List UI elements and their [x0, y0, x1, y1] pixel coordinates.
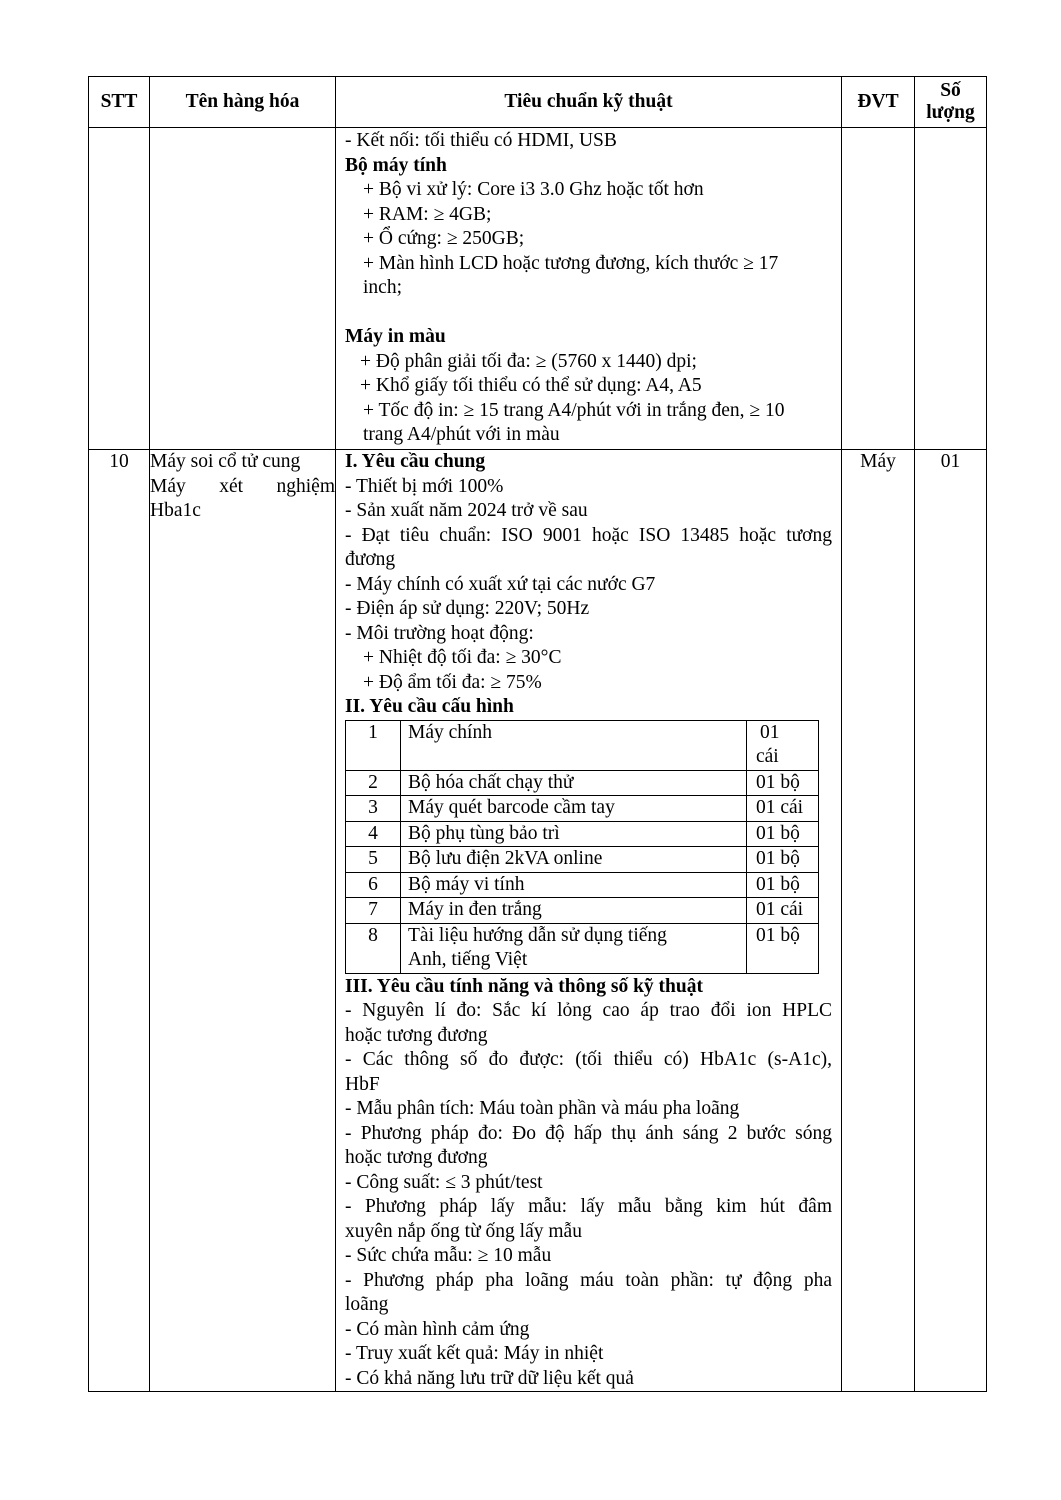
- section-title: I. Yêu cầu chung: [345, 451, 486, 472]
- config-no: 2: [346, 770, 401, 796]
- spec-line: - Phương pháp pha loãng máu toàn phần: tự động pha: [345, 1269, 832, 1291]
- spec-line: đương: [345, 549, 396, 570]
- config-qty: 01 bộ: [747, 872, 819, 898]
- spec-line: - Máy chính có xuất xứ tại các nước G7: [345, 573, 656, 595]
- config-desc: Bộ phụ tùng bảo trì: [401, 821, 747, 847]
- spec-line: - Đạt tiêu chuẩn: ISO 9001 hoặc ISO 13485 hoặc tương: [345, 524, 832, 546]
- row10-name-cell: [150, 450, 336, 1392]
- config-desc-line: Anh, tiếng Việt: [408, 949, 528, 970]
- spec-line: - Công suất: ≤ 3 phút/test: [345, 1171, 543, 1193]
- config-qty: [747, 720, 819, 770]
- config-qty-a: 01: [760, 721, 780, 743]
- spec-line: + Màn hình LCD hoặc tương đương, kích thước ≥ 17: [363, 252, 779, 274]
- header-spec: Tiêu chuẩn kỹ thuật: [336, 77, 842, 128]
- spec-line: - Sức chứa mẫu: ≥ 10 mẫu: [345, 1245, 552, 1266]
- section-title: III. Yêu cầu tính năng và thông số kỹ thuật: [345, 975, 703, 997]
- row10-spec-cell: [336, 450, 842, 1392]
- config-row: [346, 720, 819, 770]
- header-qty-line2: lượng: [926, 102, 975, 123]
- row10-unit-value: Máy: [860, 451, 896, 472]
- spec-line: - Có khả năng lưu trữ dữ liệu kết quả: [345, 1367, 634, 1389]
- row10-unit: [842, 450, 915, 1392]
- spec-line: - Truy xuất kết quả: Máy in nhiệt: [345, 1343, 604, 1364]
- config-desc: Máy in đen trắng: [401, 898, 747, 924]
- config-no: 4: [346, 821, 401, 847]
- row10-name-line: Máy xét nghiệm: [150, 475, 335, 497]
- config-qty: 01 bộ: [747, 821, 819, 847]
- config-row: [346, 872, 819, 898]
- spec-line: inch;: [363, 277, 402, 298]
- spec-line: - Mẫu phân tích: Máu toàn phần và máu pha loãng: [345, 1098, 740, 1119]
- config-qty: 01 bộ: [747, 770, 819, 796]
- config-desc: Bộ lưu điện 2kVA online: [401, 847, 747, 873]
- header-stt: STT: [89, 77, 150, 128]
- config-no: 1: [346, 720, 401, 770]
- spacer: [345, 301, 832, 326]
- spec-line: hoặc tương đương: [345, 1147, 488, 1168]
- config-qty: 01 cái: [747, 898, 819, 924]
- spec-line: + Ổ cứng: ≥ 250GB;: [363, 228, 525, 249]
- config-row: [346, 770, 819, 796]
- config-desc: Bộ hóa chất chạy thử: [401, 770, 747, 796]
- table-row-10: [89, 450, 987, 1392]
- row10-qty-value: 01: [940, 451, 961, 472]
- config-row: [346, 821, 819, 847]
- spec-line: - Sản xuất năm 2024 trở về sau: [345, 500, 588, 521]
- row10-stt: [89, 450, 150, 1392]
- spec-line: + Tốc độ in: ≥ 15 trang A4/phút với in trắng đen, ≥ 10: [363, 399, 785, 421]
- spec-line: + Độ phân giải tối đa: ≥ (5760 x 1440) dpi;: [360, 350, 697, 372]
- config-row: [346, 847, 819, 873]
- row10-name-line: Hba1c: [150, 500, 201, 521]
- config-no: 7: [346, 898, 401, 924]
- config-desc: Bộ máy vi tính: [401, 872, 747, 898]
- cont-qty-cell: [915, 128, 987, 450]
- header-name: Tên hàng hóa: [150, 77, 336, 128]
- spec-line: + Bộ vi xử lý: Core i3 3.0 Ghz hoặc tốt hơn: [363, 179, 704, 200]
- spec-line: xuyên nắp ống từ ống lấy mẫu: [345, 1220, 582, 1242]
- row10-qty: [915, 450, 987, 1392]
- spec-line: + Khổ giấy tối thiểu có thể sử dụng: A4, A5: [360, 375, 702, 396]
- spec-line: loãng: [345, 1294, 389, 1315]
- table-row-continued: [89, 128, 987, 450]
- row10-name-line: Máy soi cổ tử cung: [150, 451, 301, 472]
- spec-line: trang A4/phút với in màu: [363, 424, 560, 445]
- spec-line: - Điện áp sử dụng: 220V; 50Hz: [345, 598, 590, 619]
- config-table: [345, 720, 819, 974]
- config-no: 3: [346, 796, 401, 822]
- config-no: 6: [346, 872, 401, 898]
- table-header-row: [89, 77, 987, 128]
- config-no: 8: [346, 923, 401, 973]
- spec-line: - Phương pháp lấy mẫu: lấy mẫu bằng kim hút đâm: [345, 1196, 832, 1217]
- config-qty: 01 bộ: [747, 847, 819, 873]
- spec-line: HbF: [345, 1073, 380, 1095]
- spec-line: - Thiết bị mới 100%: [345, 475, 504, 497]
- config-qty-b: cái: [756, 746, 779, 767]
- spec-line: - Nguyên lí đo: Sắc kí lỏng cao áp trao đổi ion HPLC: [345, 1000, 832, 1021]
- spec-subheading: Bộ máy tính: [345, 154, 447, 176]
- row10-stt-value: 10: [109, 451, 129, 472]
- cont-name-cell: [150, 128, 336, 450]
- spec-line: + RAM: ≥ 4GB;: [363, 203, 492, 225]
- spec-line: hoặc tương đương: [345, 1024, 488, 1046]
- config-qty: 01 cái: [747, 796, 819, 822]
- header-qty-line1: Số: [940, 80, 961, 101]
- config-row: [346, 898, 819, 924]
- config-desc-line: Tài liệu hướng dẫn sử dụng tiếng: [408, 924, 667, 946]
- spec-line: - Phương pháp đo: Đo độ hấp thụ ánh sáng 2 bước sóng: [345, 1122, 832, 1144]
- config-no: 5: [346, 847, 401, 873]
- spec-subheading: Máy in màu: [345, 326, 446, 347]
- spec-line: - Kết nối: tối thiểu có HDMI, USB: [345, 130, 617, 151]
- cont-spec-cell: [336, 128, 842, 450]
- header-qty: [915, 77, 987, 128]
- spec-line: - Các thông số đo được: (tối thiểu có) HbA1c (s-A1c),: [345, 1049, 832, 1070]
- specification-table: [88, 76, 987, 1392]
- spec-line: + Nhiệt độ tối đa: ≥ 30°C: [363, 647, 562, 668]
- config-row: [346, 923, 819, 973]
- config-desc: Máy quét barcode cầm tay: [401, 796, 747, 822]
- config-qty: 01 bộ: [747, 923, 819, 973]
- cont-unit-cell: [842, 128, 915, 450]
- spec-line: - Môi trường hoạt động:: [345, 622, 534, 644]
- cont-stt-cell: [89, 128, 150, 450]
- spec-line: - Có màn hình cảm ứng: [345, 1318, 530, 1340]
- section-title: II. Yêu cầu cấu hình: [345, 696, 514, 717]
- config-desc: Máy chính: [401, 720, 747, 770]
- config-row: [346, 796, 819, 822]
- spec-line: + Độ ẩm tối đa: ≥ 75%: [363, 671, 542, 693]
- config-desc: [401, 923, 747, 973]
- header-unit: ĐVT: [842, 77, 915, 128]
